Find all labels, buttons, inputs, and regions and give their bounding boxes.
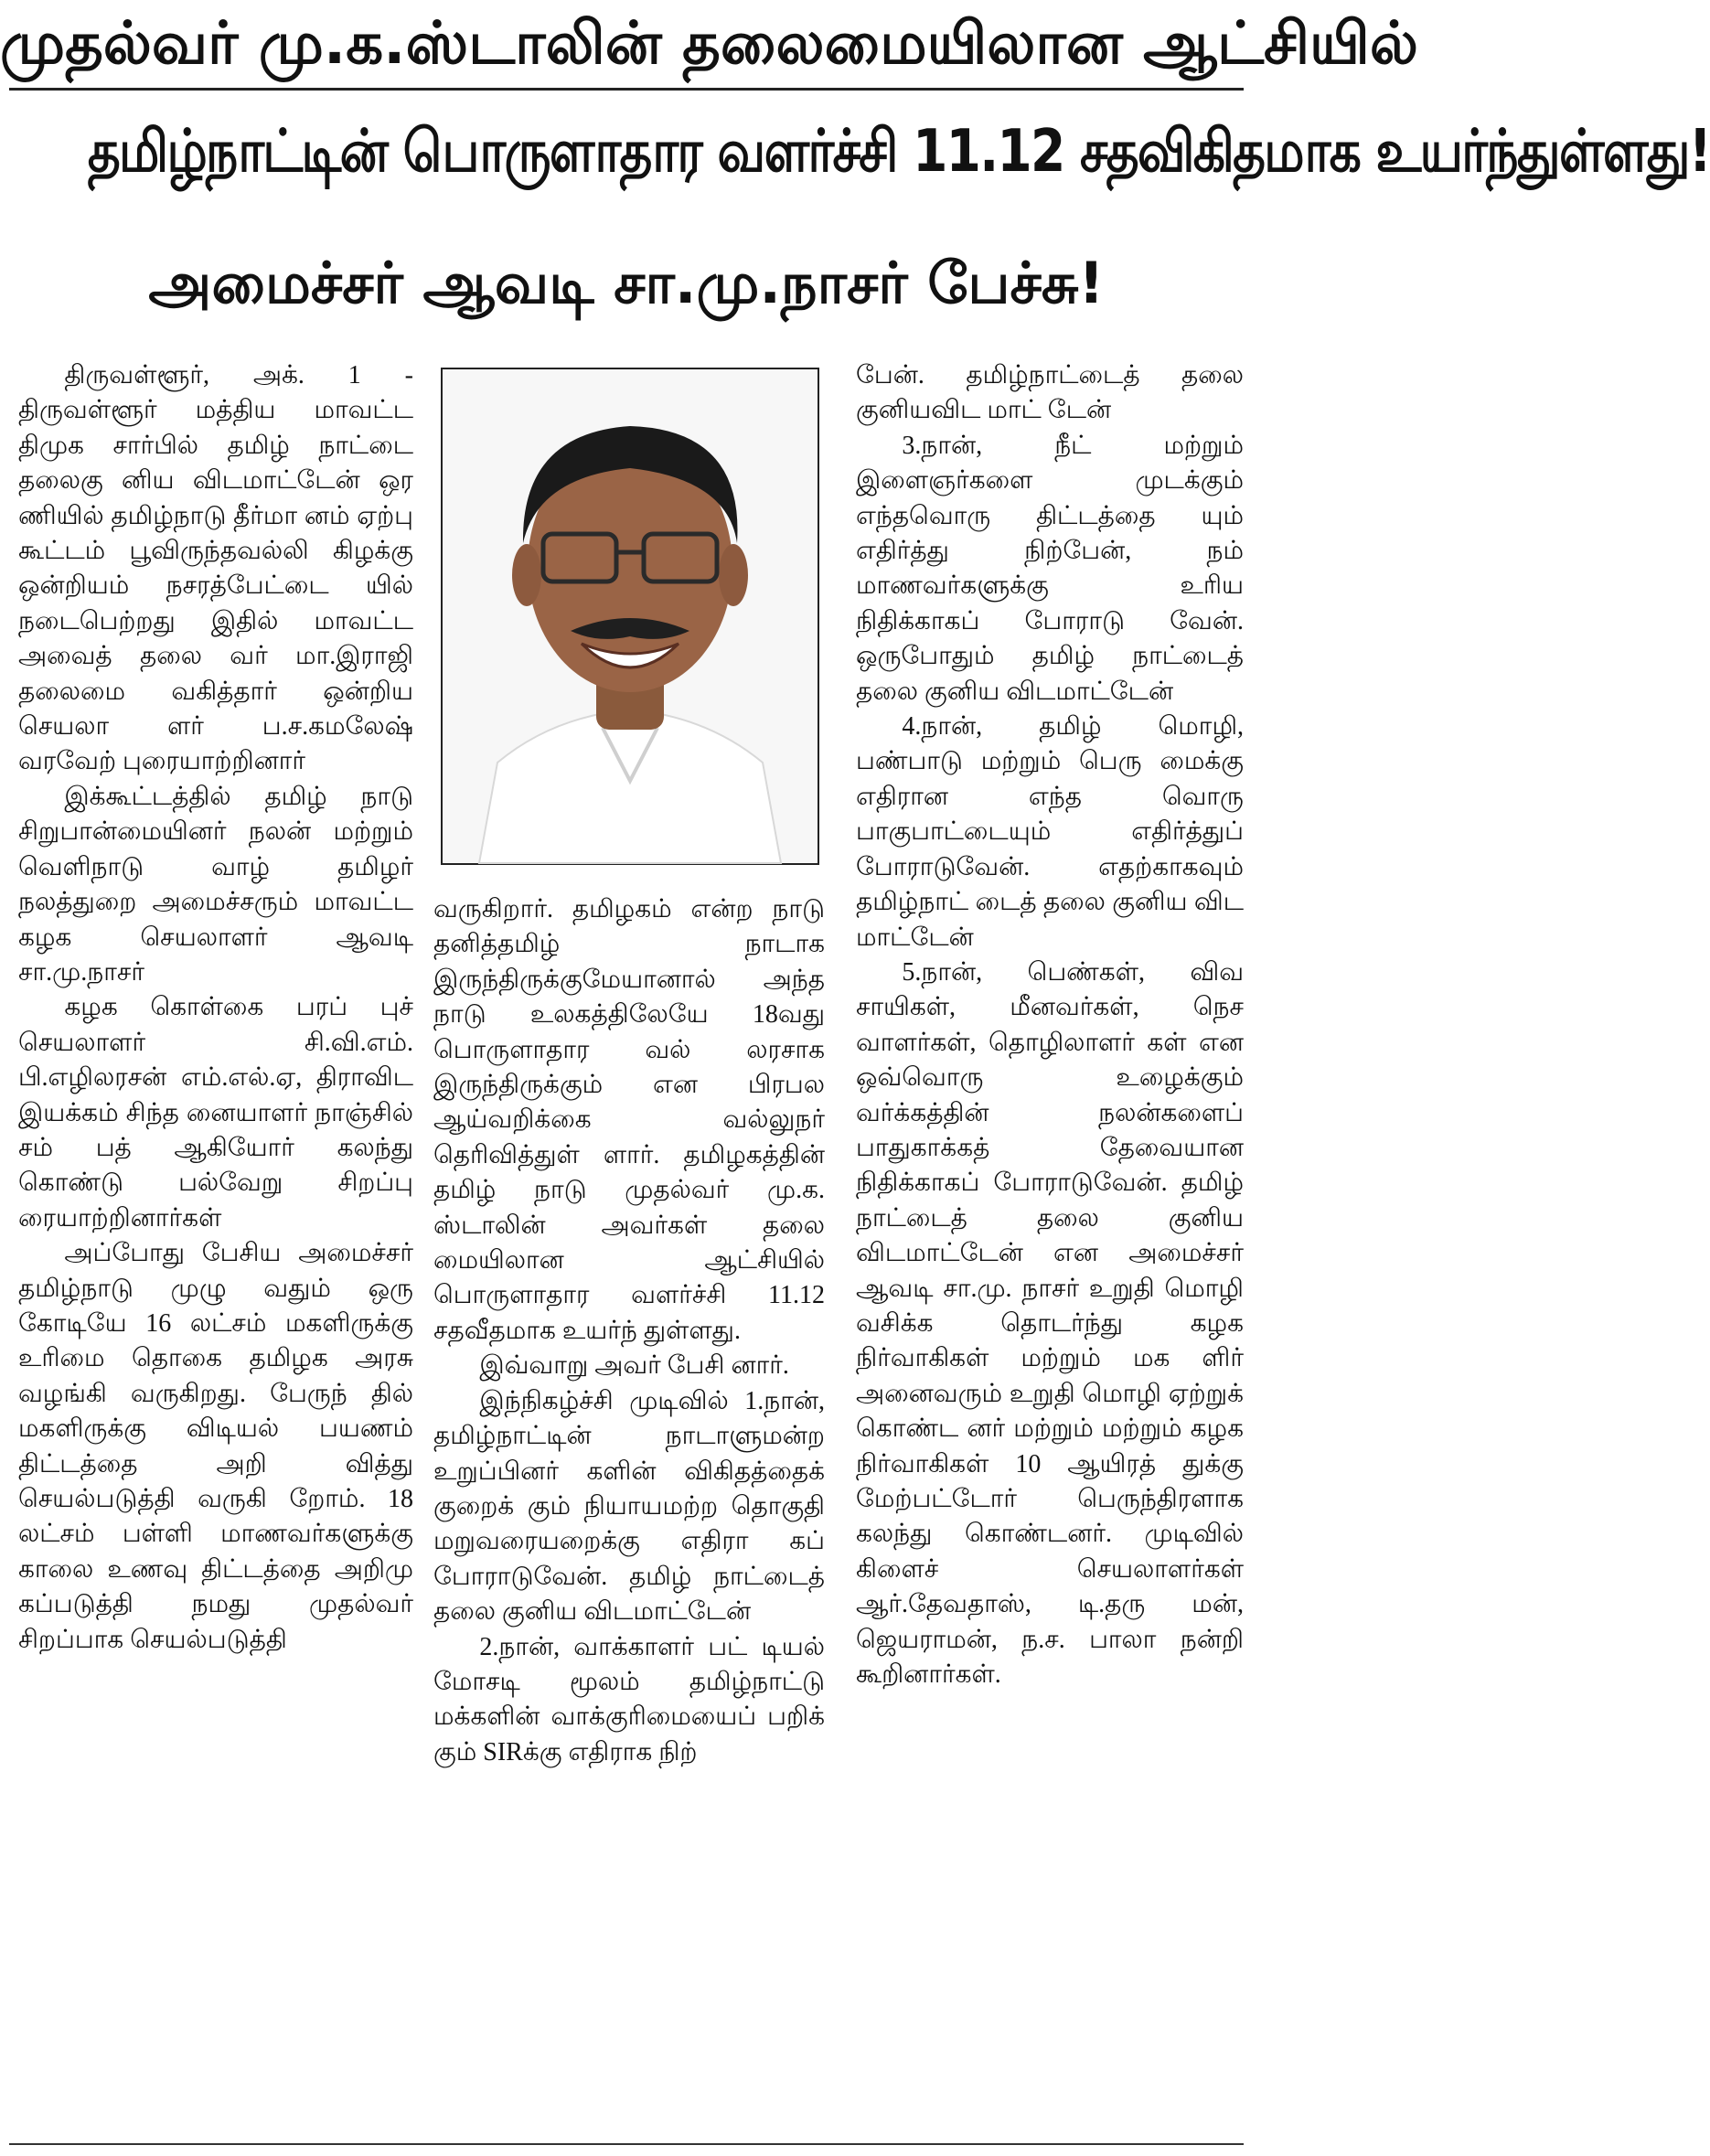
paragraph: பேன். தமிழ்நாட்டைத் தலை குனியவிட மாட் டேன் [856,361,1244,425]
portrait-photo [441,368,819,865]
article-column-1 [18,358,413,2132]
portrait-icon [443,369,818,863]
paragraph: 3.நான், நீட் மற்றும் இளைஞர்களை முடக்கும் எந்தவொரு திட்டத்தை யும் எதிர்த்து நிற்பேன், நம் மாணவர்களுக்கு உரிய நிதிக்காகப் போராடு வேன். ஒருபோதும் தமிழ் நாட்டைத் தலை குனிய விடமாட்டேன் [856,431,1244,706]
paragraph: இவ்வாறு அவர் பேசி னார். [479,1351,789,1381]
article-column-3 [856,358,1244,2132]
paragraph: வருகிறார். தமிழகம் என்ற நாடு தனித்தமிழ் நாடாக இருந்திருக்குமேயானால் அந்த நாடு உலகத்திலேயே 18வது பொருளாதார வல் லரசாக இருந்திருக்கும் என பிரபல ஆய்வறிக்கை வல்லுநர் தெரிவித்துள் ளார். தமிழகத்தின் தமிழ் நாடு முதல்வர் மு.க. ஸ்டாலின் அவர்கள் தலை மையிலான ஆட்சியில் பொருளாதார வளர்ச்சி 11.12 சதவீதமாக உயர்ந் துள்ளது. [433,895,825,1345]
paragraph: இந்நிகழ்ச்சி முடிவில் 1.நான், தமிழ்நாட்டின் நாடாளுமன்ற உறுப்பினர் களின் விகிதத்தைக் குறைக் கும் நியாயமற்ற தொகுதி மறுவரையறைக்கு எதிரா கப் போராடுவேன். தமிழ் நாட்டைத் தலை குனிய விடமாட்டேன் [433,1386,825,1627]
top-divider [9,88,1244,91]
paragraph: அப்போது பேசிய அமைச்சர் தமிழ்நாடு முழு வதும் ஒரு கோடியே 16 லட்சம் மகளிருக்கு உரிமை தொகை தமிழக அரசு வழங்கி வருகிறது. பேருந் தில் மகளிருக்கு விடியல் பயணம் திட்டத்தை அறி வித்து செயல்படுத்தி வருகி றோம். 18 லட்சம் பள்ளி மாணவர்களுக்கு காலை உணவு திட்டத்தை அறிமு கப்படுத்தி நமது முதல்வர் சிறப்பாக செயல்படுத்தி [18,1239,413,1654]
paragraph: திருவள்ளூர், அக். 1 - திருவள்ளூர் மத்திய மாவட்ட திமுக சார்பில் தமிழ் நாட்டை தலைகு னிய விடமாட்டேன் ஒர ணியில் தமிழ்நாடு தீர்மா னம் ஏற்பு கூட்டம் பூவிருந்தவல்லி கிழக்கு ஒன்றியம் நசரத்பேட்டை யில் நடைபெற்றது இதில் மாவட்ட அவைத் தலை வர் மா.இராஜி தலைமை வகித்தார் ஒன்றிய செயலா ளர் ப.ச.கமலேஷ் வரவேற் புரையாற்றினார் [18,361,413,776]
paragraph: 4.நான், தமிழ் மொழி, பண்பாடு மற்றும் பெரு மைக்கு எதிரான எந்த வொரு பாகுபாட்டையும் எதிர்த்துப் போராடுவேன். எதற்காகவும் தமிழ்நாட் டைத் தலை குனிய விட மாட்டேன் [856,712,1244,952]
paragraph: இக்கூட்டத்தில் தமிழ் நாடு சிறுபான்மையினர் நலன் மற்றும் வெளிநாடு வாழ் தமிழர் நலத்துறை அமைச்சரும் மாவட்ட கழக செயலாளர் ஆவடி சா.மு.நாசர் [18,782,413,987]
paragraph: 5.நான், பெண்கள், விவ சாயிகள், மீனவர்கள், நெச வாளர்கள், தொழிலாளர் கள் என ஒவ்வொரு உழைக்கும் வர்க்கத்தின் நலன்களைப் பாதுகாக்கத் தேவையான நிதிக்காகப் போராடுவேன். தமிழ் நாட்டைத் தலை குனிய விடமாட்டேன் என அமைச்சர் ஆவடி சா.மு. நாசர் உறுதி மொழி வசிக்க தொடர்ந்து கழக நிர்வாகிகள் மற்றும் மக ளிர் அனைவரும் உறுதி மொழி ஏற்றுக் கொண்ட னர் மற்றும் மற்றும் கழக நிர்வாகிகள் 10 ஆயிரத் துக்கு மேற்பட்டோர் பெருந்திரளாக கலந்து கொண்டனர். முடிவில் கிளைச் செயலாளர்கள் ஆர்.தேவதாஸ், டி.தரு மன், ஜெயராமன், ந.ச. பாலா நன்றி கூறினார்கள். [856,957,1244,1690]
headline: தமிழ்நாட்டின் பொருளாதார வளர்ச்சி 11.12 சதவிகிதமாக உயர்ந்துள்ளது! [87,118,1710,186]
kicker-line: முதல்வர் மு.க.ஸ்டாலின் தலைமையிலான ஆட்சியில் [0,10,1418,78]
bottom-divider [9,2143,1244,2145]
article-column-2 [433,892,825,2136]
paragraph: கழக கொள்கை பரப் புச் செயலாளர் சி.வி.எம். பி.எழிலரசன் எம்.எல்.ஏ, திராவிட இயக்கம் சிந்த னையாளர் நாஞ்சில் சம் பத் ஆகியோர் கலந்து கொண்டு பல்வேறு சிறப்பு ரையாற்றினார்கள் [18,993,413,1233]
subheadline: அமைச்சர் ஆவடி சா.மு.நாசர் பேச்சு! [148,250,1105,316]
paragraph: 2.நான், வாக்காளர் பட் டியல் மோசடி மூலம் தமிழ்நாட்டு மக்களின் வாக்குரிமையைப் பறிக் கும் SIRக்கு எதிராக நிற் [433,1632,825,1766]
